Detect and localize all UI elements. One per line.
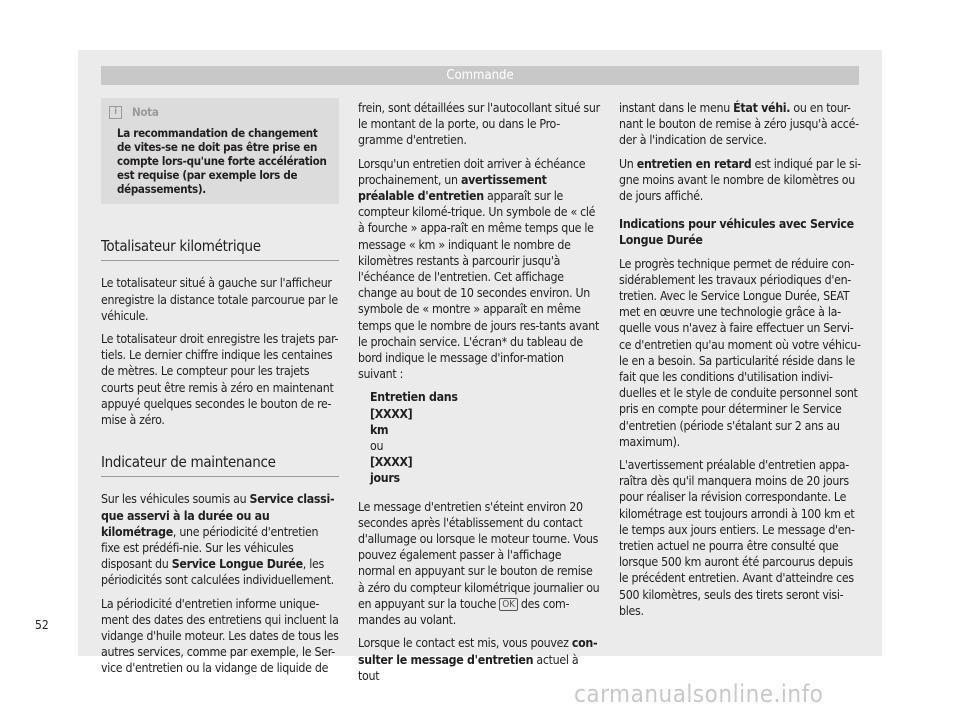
note-title: Nota: [132, 105, 159, 119]
info-icon: i: [109, 106, 122, 119]
column-3: [619, 100, 861, 626]
chapter-header: Commande: [101, 66, 859, 85]
column-1: [101, 98, 339, 684]
watermark: carmanualsonline.info: [574, 680, 824, 708]
paragraph: Le progrès technique permet de réduire con-sidérablement les travaux périodiques d'en-tretien. Avec le Service Longue Durée, SEAT met en œuvre une technologie grâce à la-quelle vous n'avez à faire effectuer un Servi-ce d'entretien qu'au moment où votre véhicu-le en a besoin. Sa particularité réside dans le fait que les conditions d'utilisation indivi-duelles et le style de conduite personnel sont pris en compte pour déterminer le Service d'entretien (période s'étalant sur 2 ans au maximum).: [619, 256, 861, 449]
paragraph: Le totalisateur droit enregistre les trajets par-tiels. Le dernier chiffre indique les centaines de mètres. Le compteur pour les trajets courts peut être remis à zéro en maintenant appuyé quelques secondes le bouton de re-mise à zéro.: [101, 332, 339, 428]
paragraph: Le totalisateur situé à gauche sur l'afficheur enregistre la distance totale parcourue par le véhicule.: [101, 276, 338, 323]
note-box: [101, 98, 339, 204]
paragraph: Lorsque le contact est mis, vous pouvez con-sulter le message d'entretien actuel à tout: [358, 636, 598, 683]
paragraph: La périodicité d'entretien informe unique-ment des dates des entretiens qui incluent la vidange d'huile moteur. Les dates de tous les autres services, comme par exemple, le Ser-vice d'entretien ou la vidange de liquide de: [101, 596, 339, 676]
column-2: [358, 100, 600, 691]
page-number: 52: [35, 618, 49, 632]
subheading: Indications pour véhicules avec Service Longue Durée: [619, 217, 854, 248]
paragraph: instant dans le menu État véhi. ou en tour-nant le bouton de remise à zéro jusqu'à accé-der à l'indication de service.: [619, 101, 859, 148]
paragraph: frein, sont détaillées sur l'autocollant situé sur le montant de la porte, ou dans le Pro-gramme d'entretien.: [358, 101, 600, 148]
paragraph: Un entretien en retard est indiqué par le si-gne moins avant le nombre de kilomètres ou de jours affiché.: [619, 156, 861, 204]
section-title-odometer: Totalisateur kilométrique: [101, 238, 339, 261]
paragraph: Lorsqu'un entretien doit arriver à échéance prochainement, un avertissement préalable d'entretien apparaît sur le compteur kilomé-trique. Un symbole de « clé à fourche » appa-raît en même temps que le message « km » indiquant le nombre de kilomètres restants à parcourir jusqu'à l'échéance de l'entretien. Cet affichage change au bout de 10 secondes environ. Un symbole de « montre » apparaît en même temps que le nombre de jours res-tants avant le prochain service. L'écran* du tableau de bord indique le message d'infor-mation suivant :: [358, 156, 600, 382]
note-header: [109, 104, 331, 120]
paragraph: Le message d'entretien s'éteint environ 20 secondes après l'établissement du contact d'allumage ou lorsque le moteur tourne. Vous pouvez également passer à l'affichage normal en appuyant sur le bouton de remise à zéro du compteur kilométrique journalier ou en appuyant sur la touche OK des com-mandes au volant.: [358, 499, 600, 628]
display-message: Entretien dans [XXXX] km ou [XXXX] jours: [370, 390, 458, 486]
ok-key-icon: OK: [499, 598, 517, 611]
note-text: La recommandation de changement de vites-se ne doit pas être prise en compte lors-qu'une forte accélération est requise (par exemple lors de dépassements).: [117, 126, 327, 197]
paragraph: L'avertissement préalable d'entretien appa-raîtra dès qu'il manquera moins de 20 jours pour réaliser la révision correspondante. Le kilométrage est toujours arrondi à 100 km et le temps aux jours entiers. Le message d'en-tretien actuel ne pourra être consulté que lorsque 500 km auront été parcourus depuis le précédent entretien. Avant d'atteindre ces 500 kilomètres, seuls des tirets seront visi-bles.: [619, 458, 855, 618]
section-title-maintenance: Indicateur de maintenance: [101, 454, 339, 477]
paragraph: Sur les véhicules soumis au Service classi-que asservi à la durée ou au kilométrage, une périodicité d'entretien fixe est prédéfi-nie. Sur les véhicules disposant du Service Longue Durée, les périodicités sont calculées individuellement.: [101, 492, 335, 588]
